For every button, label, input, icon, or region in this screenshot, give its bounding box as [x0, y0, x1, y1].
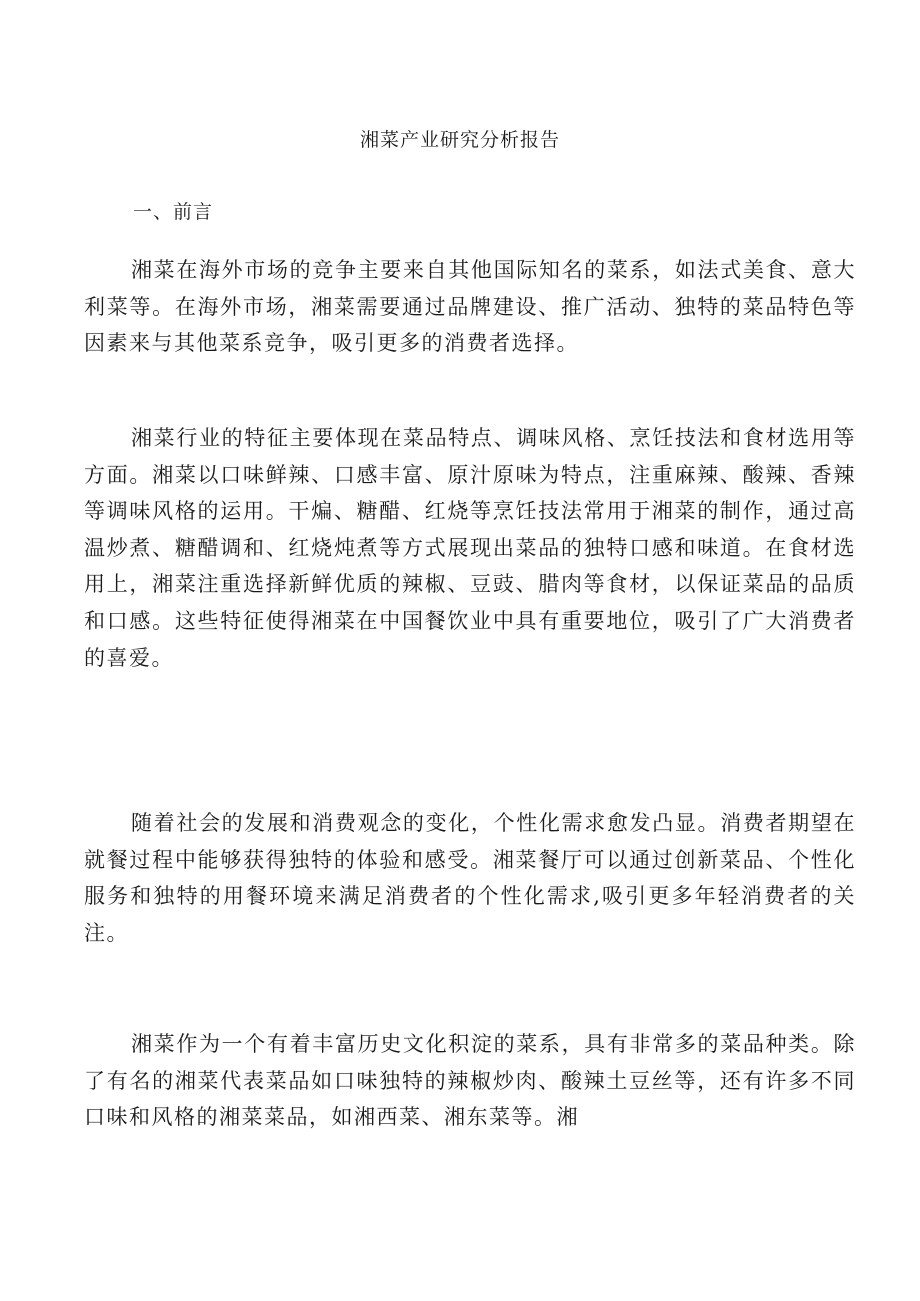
section-heading: 一、前言 [133, 201, 214, 223]
paragraph-overseas-competition: 湘菜在海外市场的竞争主要来自其他国际知名的菜系，如法式美食、意大利菜等。在海外市场，湘菜需要通过品牌建设、推广活动、独特的菜品特色等因素来与其他菜系竞争，吸引更多的消费者选择。 [84, 258, 856, 356]
document-title: 湘菜产业研究分析报告 [359, 129, 560, 151]
paragraph-dish-variety: 湘菜作为一个有着丰富历史文化积淀的菜系，具有非常多的菜品种类。除了有名的湘菜代表菜品如口味独特的辣椒炒肉、酸辣土豆丝等，还有许多不同口味和风格的湘菜菜品，如湘西菜、湘东菜等。湘 [84, 1032, 856, 1130]
paragraph-personalized-demand: 随着社会的发展和消费观念的变化，个性化需求愈发凸显。消费者期望在就餐过程中能够获得独特的体验和感受。湘菜餐厅可以通过创新菜品、个性化服务和独特的用餐环境来满足消费者的个性化需求,吸引更多年轻消费者的关注。 [84, 811, 856, 945]
paragraph-industry-features: 湘菜行业的特征主要体现在菜品特点、调味风格、烹饪技法和食材选用等方面。湘菜以口味鲜辣、口感丰富、原汁原味为特点，注重麻辣、酸辣、香辣等调味风格的运用。干煸、糖醋、红烧等烹饪技法常用于湘菜的制作，通过高温炒煮、糖醋调和、红烧炖煮等方式展现出菜品的独特口感和味道。在食材选用上，湘菜注重选择新鲜优质的辣椒、豆豉、腊肉等食材，以保证菜品的品质和口感。这些特征使得湘菜在中国餐饮业中具有重要地位，吸引了广大消费者的喜爱。 [84, 426, 856, 670]
